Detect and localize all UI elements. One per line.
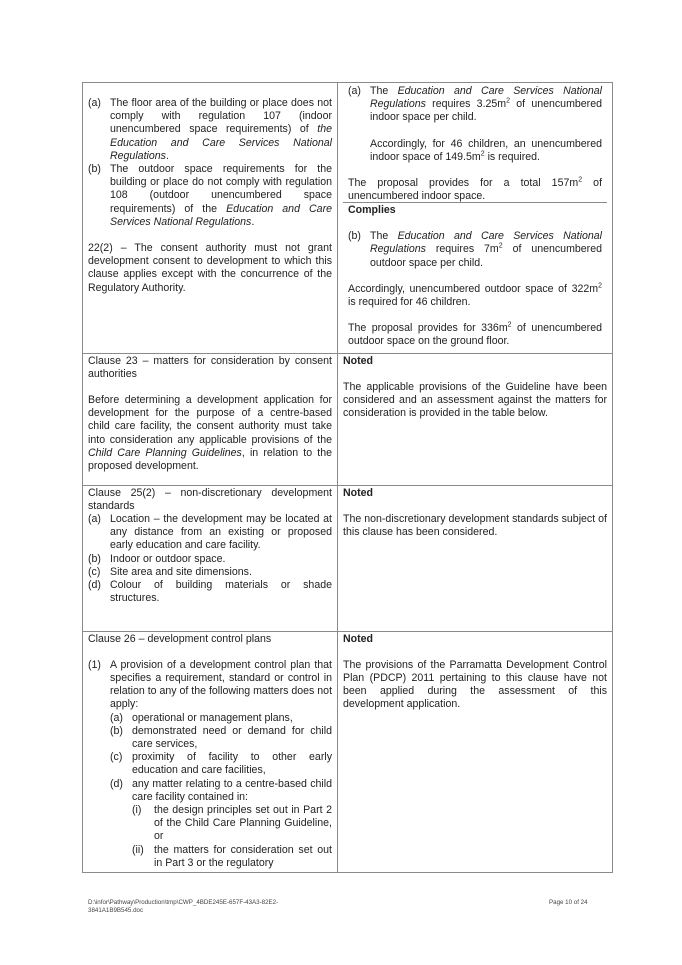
list-marker: (c): [110, 751, 123, 764]
list-marker: (i): [132, 804, 142, 817]
assessment-text: The provisions of the Parramatta Development Control Plan (PDCP) 2011 pertaining to this clause have not been applied during the assessment of this development application.: [343, 658, 607, 711]
status-label: Noted: [343, 632, 374, 645]
clause-paragraph: [88, 394, 332, 473]
assessment-part-a: [343, 84, 607, 202]
text: Accordingly, for 46 children, an unencumbered indoor space of 149.5m: [370, 137, 602, 163]
text: requires 3.25m: [425, 98, 507, 111]
list-text: [110, 163, 332, 229]
text: The outdoor space requirements for the building or place do not comply with regulation 108 (outdoor unencumbered space requirements) of the: [110, 163, 332, 215]
list-marker: (1): [88, 658, 101, 671]
table-row: [83, 631, 613, 872]
list-item: [110, 751, 332, 777]
text: of unencumbered outdoor space on the ground floor.: [348, 322, 602, 348]
requirement-calc: [348, 138, 602, 164]
footer-page-number: Page 10 of 24: [549, 899, 588, 906]
superscript: 2: [506, 97, 511, 105]
text: Before determining a development application for development for the purpose of a centre-based child care facility, the consent authority must take into consideration any applicable provisions of the: [88, 394, 332, 446]
text: , in relation to the proposed development.: [88, 446, 332, 473]
list-marker: (c): [88, 565, 101, 578]
list-marker: (a): [88, 513, 101, 526]
list-marker: (a): [110, 711, 123, 724]
text: of unencumbered outdoor space per child.: [370, 243, 602, 269]
assessment-text: The non-discretionary development standards subject of this clause has been considered.: [343, 512, 607, 539]
text: Accordingly, unencumbered outdoor space of 322m: [348, 282, 599, 295]
list-item: [110, 778, 332, 804]
list-marker: (ii): [132, 843, 144, 856]
list-item: [88, 163, 332, 229]
list-item: [88, 513, 332, 553]
status-label: Noted: [343, 354, 374, 367]
clause-cell: [83, 631, 338, 872]
list-text: the design principles set out in Part 2 of the Child Care Planning Guideline, or: [154, 804, 332, 843]
list-text: proximity of facility to other early education and care facilities,: [132, 751, 332, 777]
text: The: [370, 85, 398, 97]
clause-heading: Clause 25(2) – non-discretionary development standards: [88, 486, 332, 512]
list-text: [110, 97, 332, 163]
assessment-cell: [338, 83, 613, 354]
text: requires 7m: [425, 243, 499, 256]
assessment-cell: [338, 631, 613, 872]
text: .: [165, 149, 169, 162]
clause-cell: [83, 485, 338, 631]
table-row: [83, 485, 613, 631]
assessment-part-b: [343, 202, 607, 351]
regulation-title: the Education and Care Services National Regulations: [110, 123, 332, 162]
clause-heading: Clause 26 – development control plans: [88, 632, 272, 645]
text: is required.: [484, 150, 540, 163]
list-marker: (a): [88, 97, 101, 109]
list-marker: (d): [110, 777, 123, 790]
assessment-cell: [338, 353, 613, 485]
clause-cell: [83, 83, 338, 354]
list-marker: (b): [88, 163, 101, 176]
text: The floor area of the building or place does not comply with regulation 107 (indoor unencumbered space requirements) of: [110, 97, 332, 136]
list-text: operational or management plans,: [132, 711, 293, 724]
text: The proposal provides for 336m: [348, 322, 508, 335]
list-text: Colour of building materials or shade structures.: [110, 579, 332, 605]
superscript: 2: [480, 150, 485, 158]
regulation-title: Education and Care Services National Regulations: [110, 202, 332, 228]
list-item: [110, 725, 332, 751]
guideline-title: Child Care Planning Guidelines: [88, 446, 242, 459]
proposal-provision: [348, 177, 602, 203]
list-item: [348, 230, 602, 270]
list-text: [370, 85, 602, 125]
list-text: Location – the development may be located at any distance from an existing or proposed early education and care facility.: [110, 513, 332, 552]
text: The proposal provides for a total 157m: [348, 177, 579, 190]
list-marker: (b): [110, 724, 123, 737]
superscript: 2: [507, 321, 512, 329]
list-text: demonstrated need or demand for child care services,: [132, 724, 332, 751]
status-label: Noted: [343, 486, 374, 499]
list-marker: (a): [348, 85, 361, 97]
footer-file-path: D:\infor\Pathway\Production\tmp\CWP_4BDE245E-657F-43A3-82E2-3841A1B9B545.doc: [88, 899, 279, 914]
assessment-table: [82, 82, 613, 873]
list-item: [132, 804, 332, 844]
list-text: any matter relating to a centre-based child care facility contained in:: [132, 777, 332, 803]
list-text: Site area and site dimensions.: [110, 565, 252, 578]
proposal-provision: [348, 322, 602, 348]
clause-cell: [83, 353, 338, 485]
table-row: [83, 83, 613, 354]
assessment-cell: [338, 485, 613, 631]
list-text: [370, 230, 602, 270]
superscript: 2: [598, 282, 602, 290]
clause-heading: Clause 23 – matters for consideration by consent authorities: [88, 354, 332, 380]
list-marker: (b): [88, 552, 101, 565]
list-item: [88, 579, 332, 605]
list-marker: (b): [348, 230, 361, 243]
regulation-title: Education and Care Services National Regulations: [370, 85, 602, 111]
text: of unencumbered indoor space per child.: [370, 98, 602, 124]
list-item: [88, 97, 332, 163]
list-item: [88, 566, 332, 579]
list-item: [132, 844, 332, 870]
status-label: Complies: [348, 204, 396, 216]
list-item: [88, 659, 332, 712]
regulation-title: Education and Care Services National Regulations: [370, 230, 602, 256]
list-text: the matters for consideration set out in Part 3 or the regulatory: [154, 843, 332, 869]
table-row: [83, 353, 613, 485]
clause-paragraph: 22(2) – The consent authority must not grant development consent to development to which this clause applies except with the concurrence of the Regulatory Authority.: [88, 242, 332, 294]
text: of unencumbered indoor space.: [348, 177, 603, 203]
list-text: Indoor or outdoor space.: [110, 552, 226, 565]
superscript: 2: [498, 242, 503, 250]
text: is required for 46 children.: [348, 296, 471, 309]
text: .: [251, 215, 255, 228]
requirement-calc: [348, 283, 602, 309]
list-marker: (d): [88, 579, 101, 592]
list-item: [88, 553, 332, 566]
superscript: 2: [578, 176, 583, 184]
list-text: A provision of a development control plan that specifies a requirement, standard or control in relation to any of the following matters does not apply:: [110, 658, 333, 711]
text: The: [370, 230, 398, 243]
assessment-text: The applicable provisions of the Guideline have been considered and an assessment against the matters for consideration is provided in the table below.: [343, 380, 607, 420]
list-item: [348, 85, 602, 125]
list-item: [110, 712, 332, 725]
